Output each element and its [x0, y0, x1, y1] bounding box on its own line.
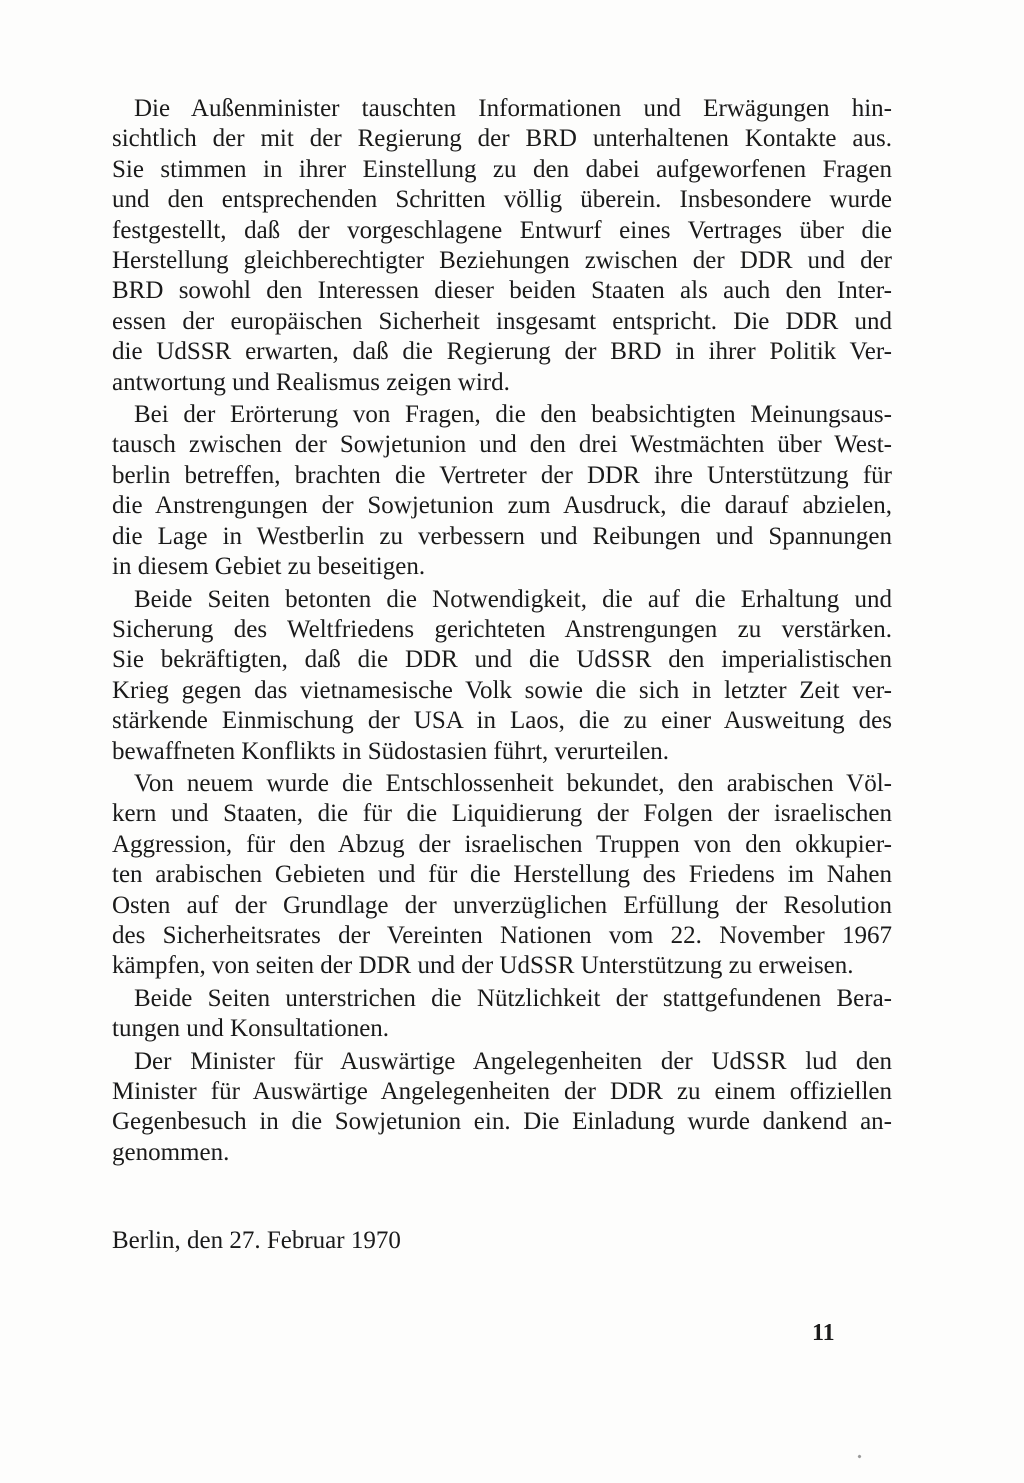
- text-line: Von neuem wurde die Entschlossenheit bekundet, den arabischen Völ-: [134, 769, 892, 797]
- text-line: die Lage in Westberlin zu verbessern und Reibungen und Spannungen: [112, 522, 892, 550]
- text-line: bewaffneten Konflikts in Südostasien führt, verurteilen.: [112, 737, 670, 765]
- text-line: ten arabischen Gebieten und für die Herstellung des Friedens im Nahen: [112, 861, 892, 889]
- text-line: sichtlich der mit der Regierung der BRD unterhaltenen Kontakte aus.: [112, 125, 892, 153]
- text-line: die Anstrengungen der Sowjetunion zum Ausdruck, die darauf abzielen,: [112, 492, 892, 520]
- text-line: Sie bekräftigten, daß die DDR und die UdSSR den imperialistischen: [112, 646, 892, 674]
- text-line: genommen.: [112, 1138, 230, 1166]
- text-line: kämpfen, von seiten der DDR und der UdSSR Unterstützung zu erweisen.: [112, 952, 854, 980]
- text-line: BRD sowohl den Interessen dieser beiden Staaten als auch den Inter-: [112, 277, 892, 305]
- paragraph: [112, 400, 892, 582]
- text-line: tausch zwischen der Sowjetunion und den drei Westmächten über West-: [112, 431, 892, 459]
- text-line: Gegenbesuch in die Sowjetunion ein. Die Einladung wurde dankend an-: [112, 1108, 892, 1136]
- text-line: Bei der Erörterung von Fragen, die den beabsichtigten Meinungsaus-: [134, 401, 892, 429]
- text-line: Beide Seiten unterstrichen die Nützlichkeit der stattgefundenen Bera-: [134, 984, 892, 1012]
- text-line: berlin betreffen, brachten die Vertreter der DDR ihre Unterstützung für: [112, 461, 892, 489]
- text-line: des Sicherheitsrates der Vereinten Nationen vom 22. November 1967: [112, 921, 892, 949]
- text-line: kern und Staaten, die für die Liquidierung der Folgen der israelischen: [112, 800, 892, 828]
- page-number: 11: [812, 1320, 835, 1346]
- body-text: [112, 94, 892, 1168]
- dateline: Berlin, den 27. Februar 1970: [112, 1227, 401, 1254]
- text-line: essen der europäischen Sicherheit insgesamt entspricht. Die DDR und: [112, 307, 892, 335]
- text-line: und den entsprechenden Schritten völlig überein. Insbesondere wurde: [112, 186, 892, 214]
- text-line: Herstellung gleichberechtigter Beziehungen zwischen der DDR und der: [112, 247, 892, 275]
- text-line: antwortung und Realismus zeigen wird.: [112, 368, 510, 396]
- text-line: Osten auf der Grundlage der unverzüglichen Erfüllung der Resolution: [112, 891, 892, 919]
- paragraph: [112, 984, 892, 1045]
- text-line: Sicherung des Weltfriedens gerichteten Anstrengungen zu verstärken.: [112, 615, 892, 643]
- text-line: Die Außenminister tauschten Informationen und Erwägungen hin-: [134, 95, 892, 122]
- text-line: festgestellt, daß der vorgeschlagene Entwurf eines Vertrages über die: [112, 216, 892, 244]
- paragraph: [112, 585, 892, 767]
- text-line: Minister für Auswärtige Angelegenheiten der DDR zu einem offiziellen: [112, 1078, 892, 1105]
- paragraph: [112, 94, 892, 398]
- text-line: stärkende Einmischung der USA in Laos, die zu einer Ausweitung des: [112, 707, 892, 735]
- text-line: in diesem Gebiet zu beseitigen.: [112, 553, 426, 581]
- text-line: Beide Seiten betonten die Notwendigkeit, die auf die Erhaltung und: [134, 585, 892, 613]
- print-speck: [857, 1454, 861, 1458]
- text-line: Krieg gegen das vietnamesische Volk sowie die sich in letzter Zeit ver-: [112, 676, 892, 704]
- text-line: Sie stimmen in ihrer Einstellung zu den dabei aufgeworfenen Fragen: [112, 155, 892, 183]
- text-line: die UdSSR erwarten, daß die Regierung der BRD in ihrer Politik Ver-: [112, 338, 892, 366]
- paragraph: [112, 769, 892, 982]
- text-line: Aggression, für den Abzug der israelischen Truppen von den okkupier-: [112, 830, 892, 858]
- text-line: tungen und Konsultationen.: [112, 1015, 390, 1043]
- text-line: Der Minister für Auswärtige Angelegenheiten der UdSSR lud den: [134, 1047, 892, 1075]
- paragraph: [112, 1047, 892, 1169]
